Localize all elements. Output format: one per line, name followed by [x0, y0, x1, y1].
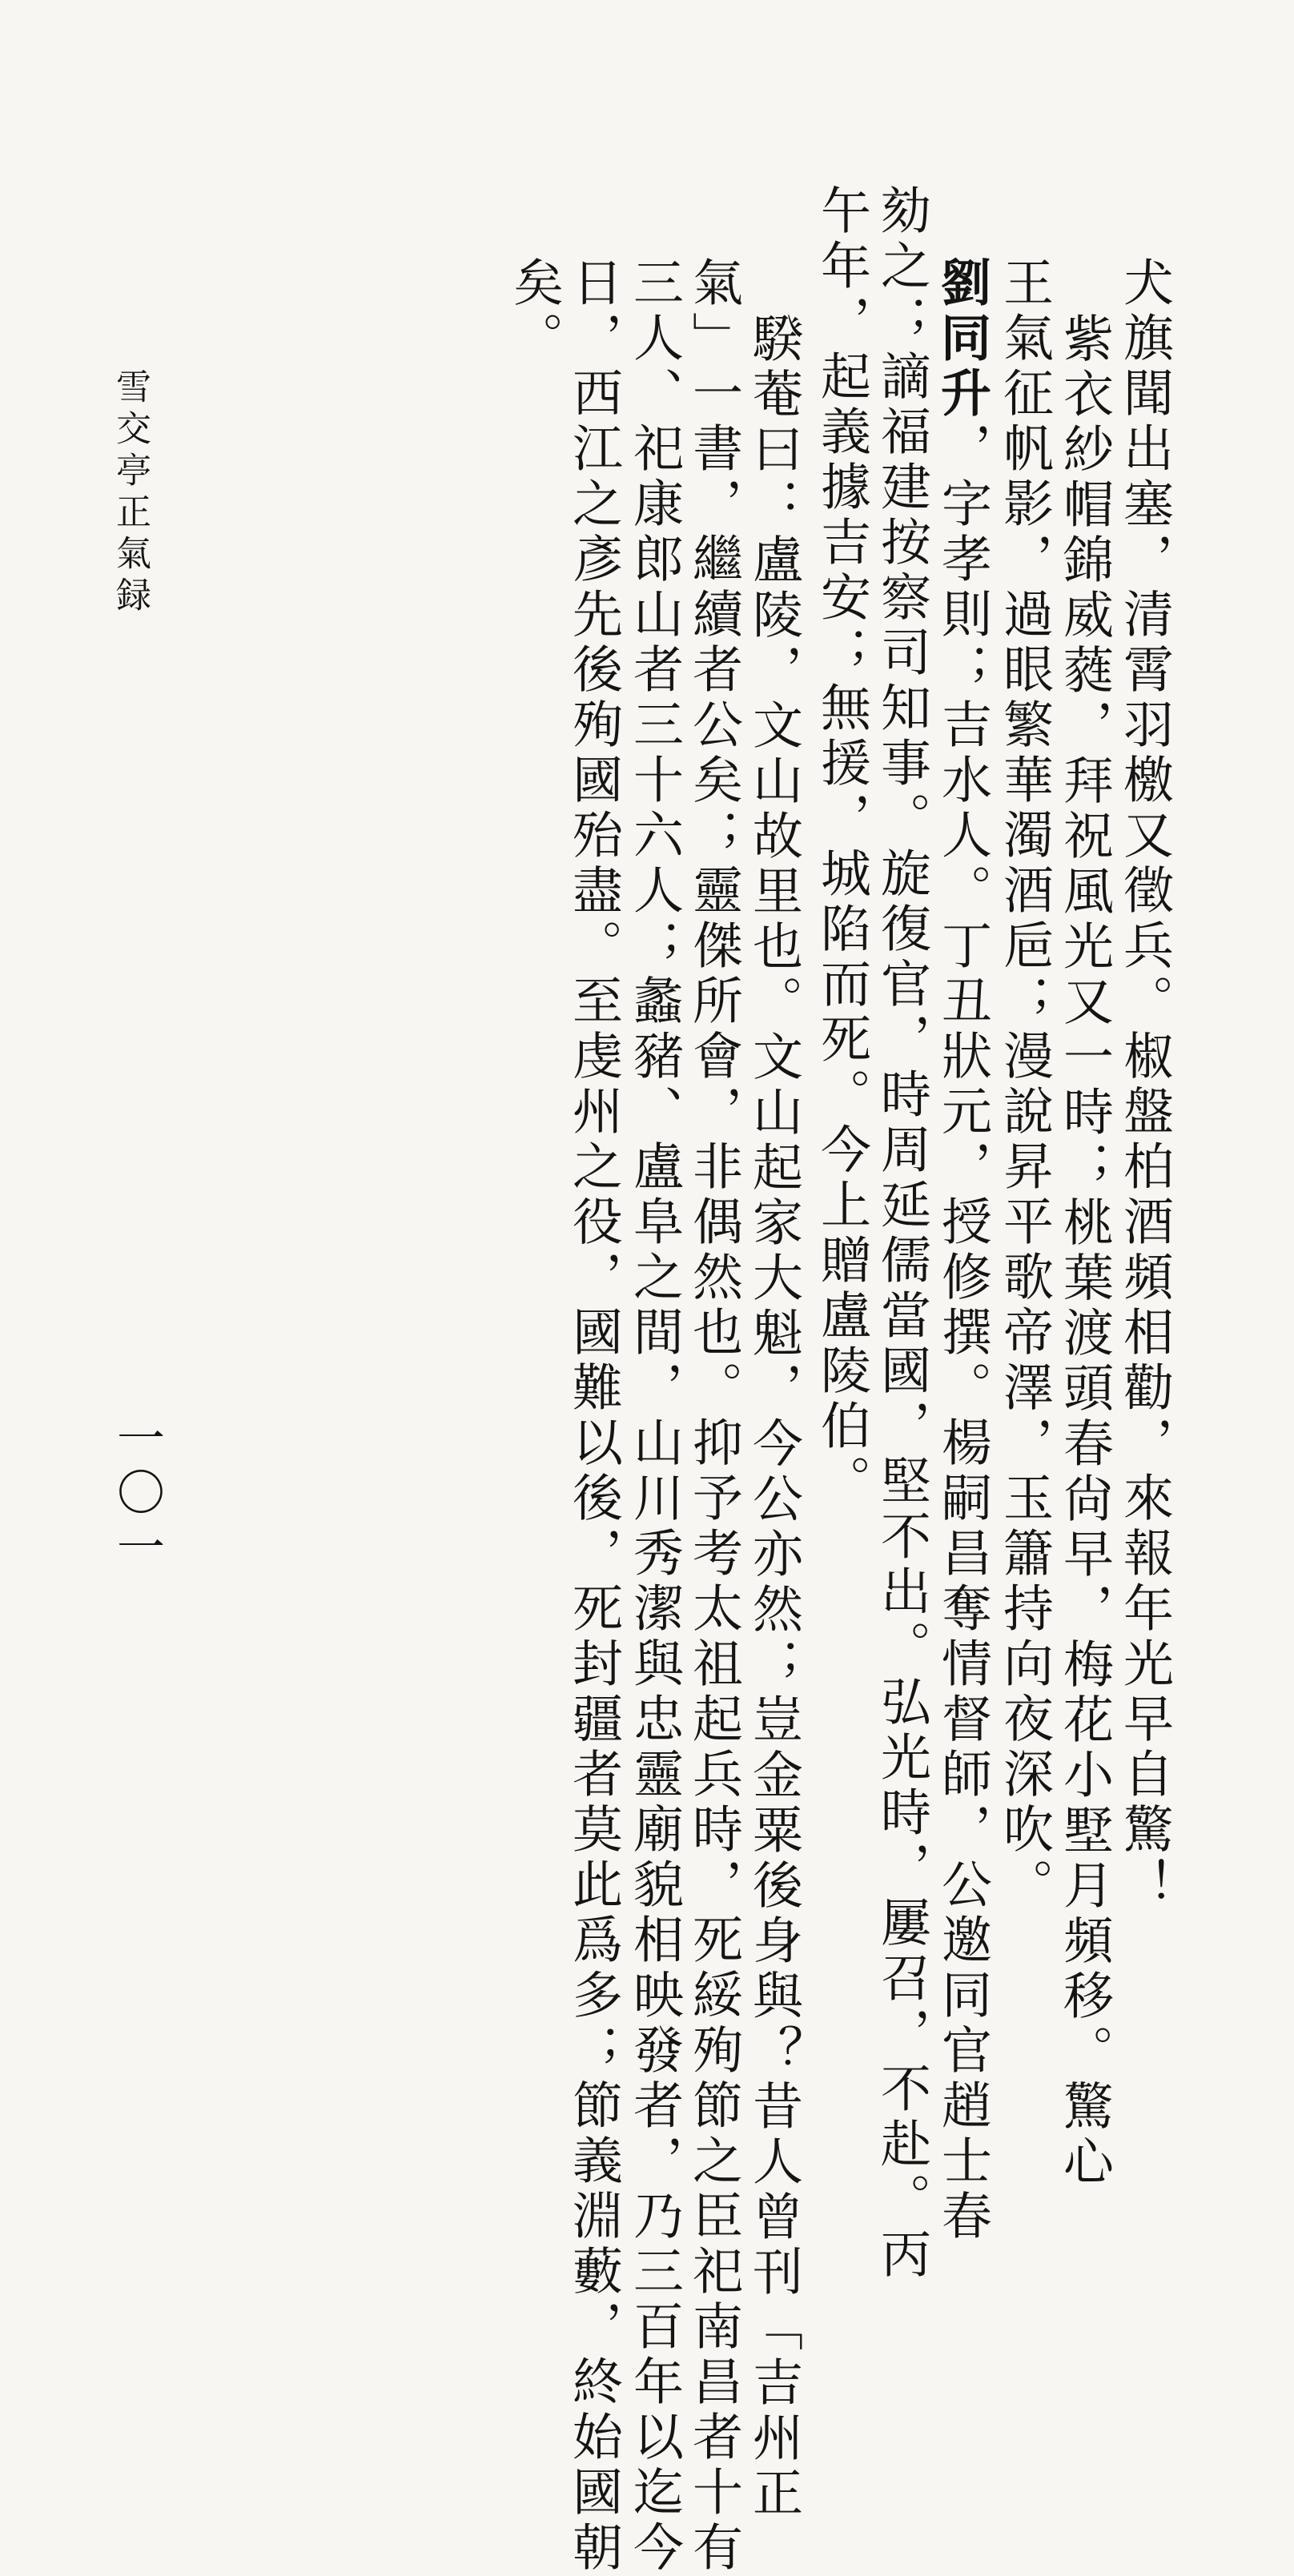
page-side-title: 雪交亭正氣録 — [110, 368, 151, 618]
text-column-11 — [505, 256, 564, 367]
column-text: 犬旗聞出塞，清霄羽檄又徵兵。椒盤柏酒頻相勸，來報年光早自驚！ — [1115, 256, 1174, 1913]
text-column-8 — [685, 256, 743, 2576]
text-column-2 — [1055, 312, 1114, 2190]
text-column-9 — [625, 256, 684, 2576]
column-text: 騤菴曰：盧陵，文山故里也。文山起家大魁，今公亦然；豈金粟後身與？昔人曾刊「吉州正 — [745, 312, 803, 2522]
column-text: 王氣征帆影，過眼繁華濁酒巵；漫說昇平歌帝澤，玉簫持向夜深吹。 — [995, 256, 1054, 1913]
text-column-10 — [565, 256, 623, 2576]
text-column-7 — [745, 312, 803, 2522]
text-column-4 — [933, 256, 992, 2245]
column-text: 三人、祀康郎山者三十六人；蠡豬、盧阜之間，山川秀潔與忠靈廟貌相映發者，乃三百年以迄今 — [625, 256, 684, 2576]
column-text: 氣」一書，繼續者公矣；靈傑所會，非偶然也。抑予考太祖起兵時，死綏殉節之臣祀南昌者十有 — [685, 256, 743, 2576]
text-column-6 — [813, 184, 871, 1510]
column-text: 矣。 — [505, 256, 564, 367]
text-column-3 — [995, 256, 1054, 1913]
column-text: 紫衣紗帽錦威蕤，拜祝風光又一時；桃葉渡頭春尙早，梅花小墅月頻移。驚心 — [1055, 312, 1114, 2190]
text-column-5 — [873, 184, 931, 2283]
column-text: 劾之；謫福建按察司知事。旋復官，時周延儒當國，堅不出。弘光時，屢召，不赴。丙 — [873, 184, 931, 2283]
person-name: 劉同升 — [933, 256, 992, 422]
column-text: 午年，起義據吉安；無援，城陷而死。今上贈盧陵伯。 — [813, 184, 871, 1510]
column-text: ，字孝則；吉水人。丁丑狀元，授修撰。楊嗣昌奪情督師，公邀同官趙士春 — [934, 422, 992, 2245]
column-text: 日，西江之彥先後殉國殆盡。至虔州之役，國難以後，死封疆者莫此爲多；節義淵藪，終始國朝 — [565, 256, 623, 2576]
page-number: 一〇一 — [109, 1413, 165, 1576]
text-column-1 — [1115, 256, 1174, 1913]
